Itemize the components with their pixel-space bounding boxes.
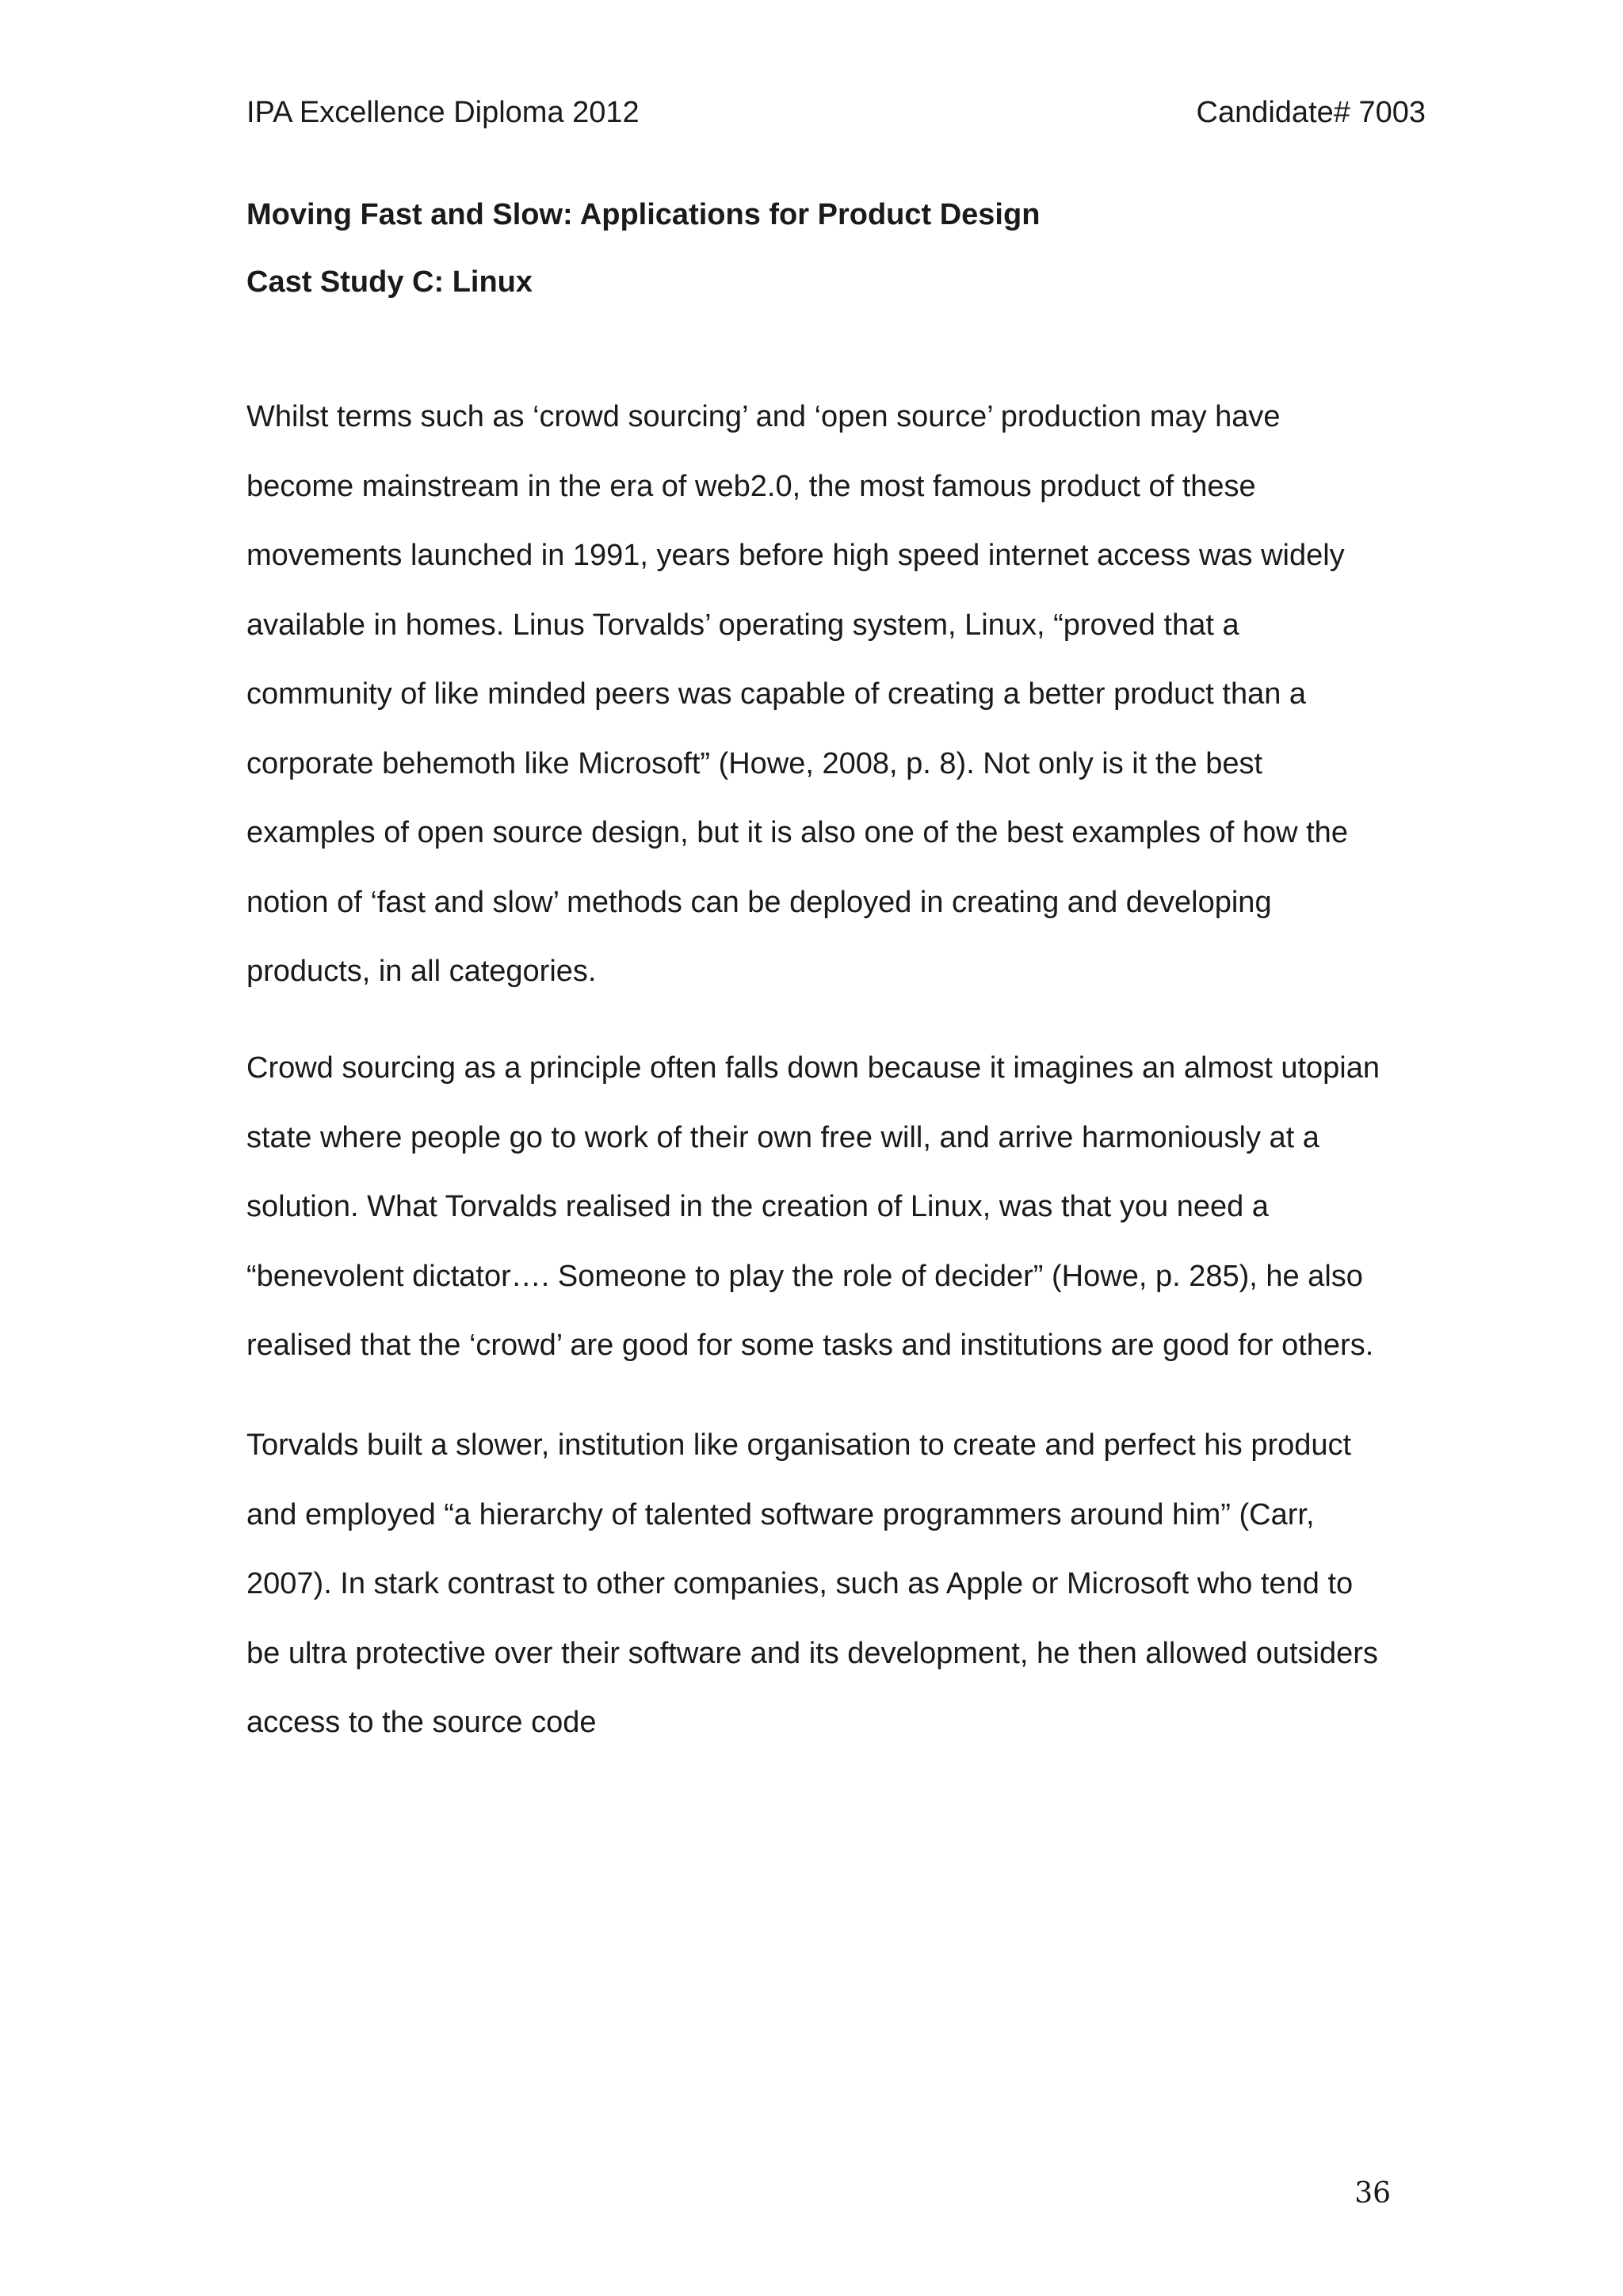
- paragraph-line: notion of ‘fast and slow’ methods can be deployed in creating and developing: [246, 885, 1272, 919]
- paragraph-line: Torvalds built a slower, institution like organisation to create and perfect his product: [246, 1428, 1352, 1462]
- paragraph-1: [246, 383, 1411, 1007]
- header-candidate-number: Candidate# 7003: [1196, 96, 1426, 129]
- header-diploma-title: IPA Excellence Diploma 2012: [246, 96, 640, 129]
- section-title: Moving Fast and Slow: Applications for Product Design: [246, 198, 1041, 231]
- paragraph-3: [246, 1411, 1411, 1758]
- paragraph-line: “benevolent dictator…. Someone to play the role of decider” (Howe, p. 285), he also: [246, 1259, 1363, 1293]
- paragraph-line: state where people go to work of their own free will, and arrive harmoniously at a: [246, 1120, 1319, 1154]
- paragraph-line: solution. What Torvalds realised in the creation of Linux, was that you need a: [246, 1190, 1269, 1223]
- paragraph-line: Crowd sourcing as a principle often falls down because it imagines an almost utopian: [246, 1051, 1381, 1085]
- paragraph-line: examples of open source design, but it is also one of the best examples of how the: [246, 816, 1348, 849]
- paragraph-line: become mainstream in the era of web2.0, the most famous product of these: [246, 469, 1256, 503]
- paragraph-line: access to the source code: [246, 1706, 597, 1739]
- paragraph-line: Whilst terms such as ‘crowd sourcing’ and ‘open source’ production may have: [246, 400, 1281, 433]
- case-study-heading: Cast Study C: Linux: [246, 265, 533, 299]
- paragraph-line: be ultra protective over their software and its development, he then allowed outsiders: [246, 1636, 1378, 1670]
- paragraph-line: movements launched in 1991, years before high speed internet access was widely: [246, 539, 1345, 572]
- paragraph-line: available in homes. Linus Torvalds’ operating system, Linux, “proved that a: [246, 608, 1239, 642]
- paragraph-line: realised that the ‘crowd’ are good for some tasks and institutions are good for others.: [246, 1329, 1374, 1362]
- paragraph-line: 2007). In stark contrast to other companies, such as Apple or Microsoft who tend to: [246, 1567, 1354, 1600]
- paragraph-line: products, in all categories.: [246, 955, 597, 988]
- paragraph-line: community of like minded peers was capable of creating a better product than a: [246, 677, 1307, 711]
- paragraph-2: [246, 1034, 1411, 1381]
- paragraph-line: and employed “a hierarchy of talented software programmers around him” (Carr,: [246, 1497, 1315, 1531]
- paragraph-line: corporate behemoth like Microsoft” (Howe, 2008, p. 8). Not only is it the best: [246, 746, 1263, 780]
- page-number: 36: [1354, 2177, 1391, 2210]
